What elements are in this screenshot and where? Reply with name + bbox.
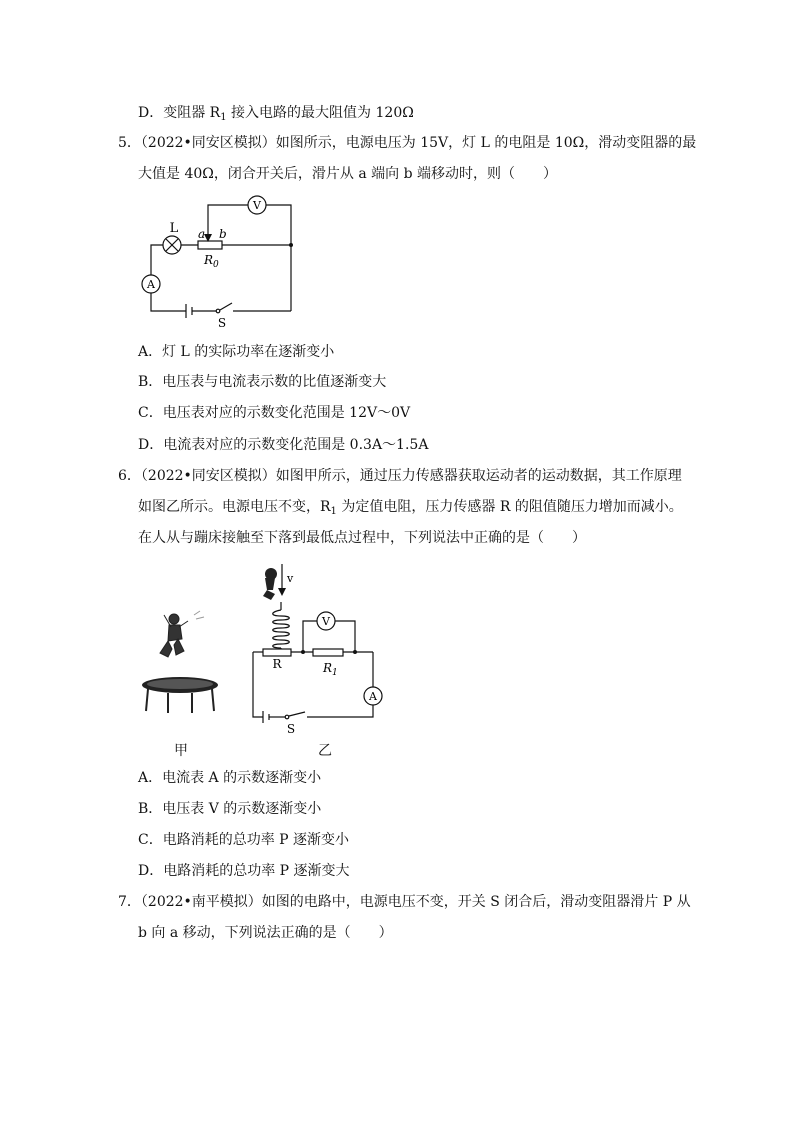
- q6-option-a: A．电流表 A 的示数逐渐变小: [138, 770, 322, 786]
- q5-circuit-figure: [130, 192, 310, 327]
- q5-stem-line2: 大值是 40Ω，闭合开关后，滑片从 a 端向 b 端移动时，则（ ）: [138, 166, 557, 182]
- q6-stem-line3: 在人从与蹦床接触至下落到最低点过程中，下列说法中正确的是（ ）: [138, 530, 586, 546]
- q5-option-d: D．电流表对应的示数变化范围是 0.3A～1.5A: [138, 437, 429, 453]
- q6-option-d: D．电路消耗的总功率 P 逐渐变大: [138, 863, 350, 879]
- q6-option-c: C．电路消耗的总功率 P 逐渐变小: [138, 832, 350, 848]
- figure-jia-label: 甲: [174, 743, 188, 759]
- q6-circuit-figure: [245, 560, 385, 740]
- stem-text-rest: 为定值电阻，压力传感器 R 的阻值随压力增加而减小。: [336, 499, 683, 515]
- subscript: 1: [220, 112, 227, 123]
- option-text-rest: 接入电路的最大阻值为 120Ω: [226, 105, 414, 121]
- option-text: 变阻器 R: [163, 105, 221, 121]
- stem-text: 如图乙所示。电源电压不变，R: [138, 499, 331, 515]
- velocity-label: v: [287, 572, 294, 585]
- r1-label: $R_1$: [323, 661, 338, 678]
- lamp-label: L: [169, 221, 179, 236]
- q6-stem-line1: 6．（2022•同安区模拟）如图甲所示，通过压力传感器获取运动者的运动数据，其工作原理: [118, 468, 682, 484]
- switch-label: S: [286, 722, 296, 736]
- q7-stem-line1: 7．（2022•南平模拟）如图的电路中，电源电压不变，开关 S 闭合后，滑动变阻器滑片 P 从: [118, 894, 691, 910]
- ammeter-label: A: [369, 690, 377, 703]
- terminal-a-label: a: [198, 227, 206, 241]
- option-letter: D．: [138, 105, 164, 121]
- q6-option-b: B．电压表 V 的示数逐渐变小: [138, 801, 322, 817]
- q7-stem-line2: b 向 a 移动，下列说法正确的是（ ）: [138, 925, 393, 941]
- voltmeter-label: V: [322, 615, 330, 628]
- q5-stem-line1: 5．（2022•同安区模拟）如图所示，电源电压为 15V，灯 L 的电阻是 10Ω，滑动变阻器的最: [118, 135, 697, 151]
- subscript: 1: [330, 506, 337, 517]
- velocity-arrow-icon: [278, 588, 286, 596]
- q5-option-a: A．灯 L 的实际功率在逐渐变小: [138, 344, 335, 360]
- q5-option-c: C．电压表对应的示数变化范围是 12V～0V: [138, 405, 411, 421]
- rheostat-label: $R_0$: [204, 253, 219, 270]
- trampoline-figure: [138, 605, 228, 720]
- q4-option-d: [138, 103, 414, 128]
- q6-stem-line2: [138, 497, 683, 522]
- q5-option-b: B．电压表与电流表示数的比值逐渐变大: [138, 374, 387, 390]
- figure-yi-label: 乙: [318, 743, 332, 759]
- voltmeter-label: V: [253, 199, 261, 212]
- sensor-r-label: R: [272, 657, 282, 671]
- terminal-b-label: b: [219, 227, 227, 241]
- switch-label: S: [217, 316, 227, 327]
- ammeter-label: A: [147, 278, 155, 291]
